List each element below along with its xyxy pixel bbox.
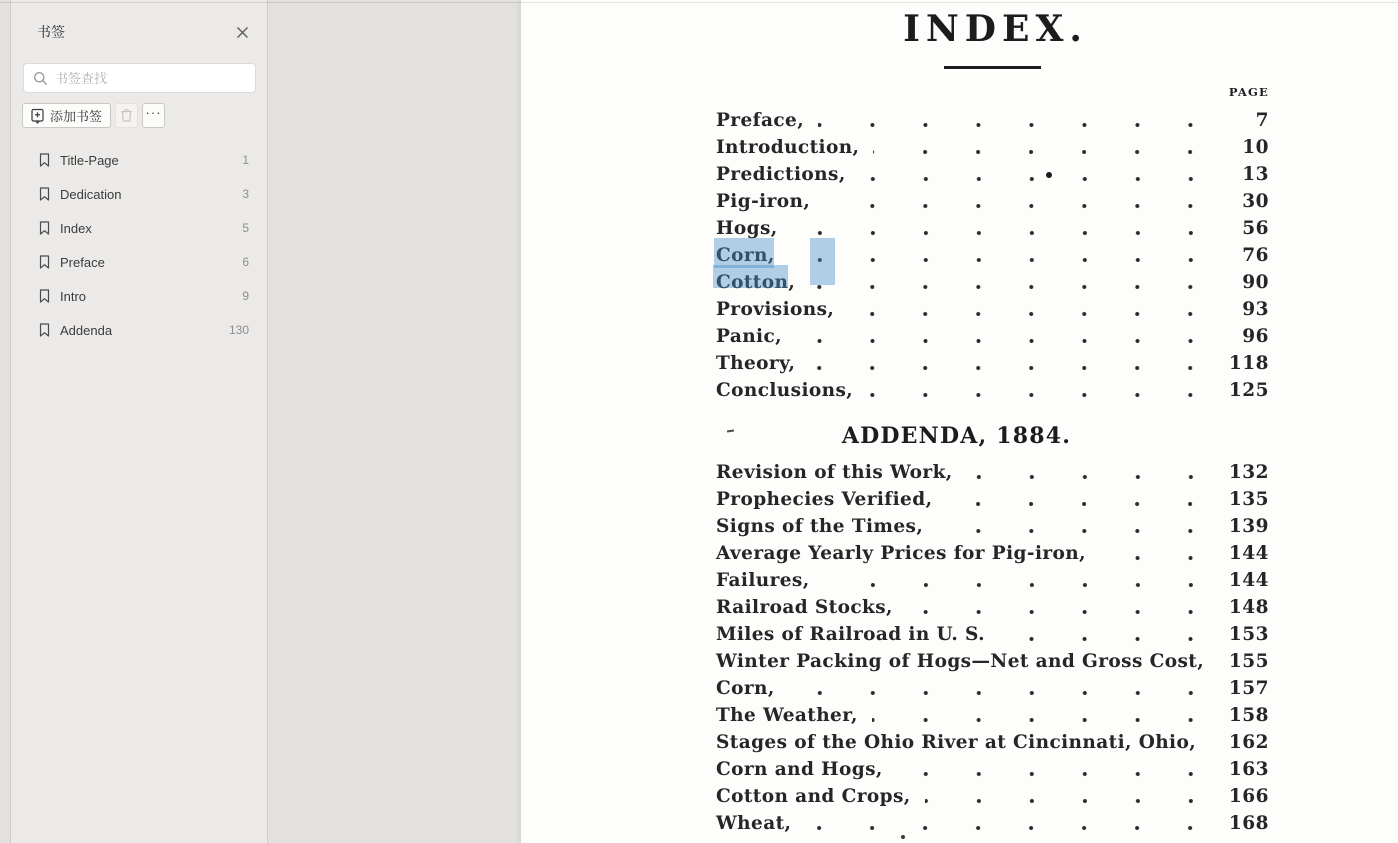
panel-header <box>11 0 267 42</box>
dot-leader <box>824 188 1219 215</box>
index-entry-page: 56 <box>1242 218 1269 239</box>
bookmark-item-page: 9 <box>242 289 249 303</box>
index-entry-label: Pig-iron, <box>716 191 811 212</box>
bookmark-item-label: Intro <box>60 288 87 304</box>
more-options-button[interactable] <box>142 103 165 128</box>
bookmark-toolbar <box>22 103 256 128</box>
dot-leader <box>873 134 1219 161</box>
dot-leader <box>792 215 1219 242</box>
bookmark-list <box>11 143 267 347</box>
addenda-entry-label: Corn and Hogs, <box>716 759 883 780</box>
dot-leader <box>860 161 1219 188</box>
bookmark-item-page: 3 <box>242 187 249 201</box>
bookmark-icon <box>37 322 52 338</box>
addenda-entry-row <box>716 648 1269 675</box>
addenda-entry-row <box>716 783 1269 810</box>
index-entries <box>716 107 1269 404</box>
addenda-entry-page: 148 <box>1228 597 1269 618</box>
dot-leader <box>809 269 1219 296</box>
more-options-label: ··· <box>145 105 162 120</box>
dot-leader <box>818 107 1219 134</box>
index-entry-page: 96 <box>1242 326 1269 347</box>
bookmark-item-label: Dedication <box>60 186 122 202</box>
addenda-entry-label: Prophecies Verified, <box>716 489 933 510</box>
index-entry-row <box>716 323 1269 350</box>
bookmark-icon <box>37 254 52 270</box>
addenda-entry-row <box>716 621 1269 648</box>
dot-leader <box>999 621 1219 648</box>
index-entry-row <box>716 242 1269 269</box>
index-entry-row <box>716 296 1269 323</box>
index-entry-label: Hogs, <box>716 218 778 239</box>
index-entry-page: 93 <box>1242 299 1269 320</box>
bookmark-item[interactable] <box>11 279 267 313</box>
bookmark-item-label: Index <box>60 220 92 236</box>
addenda-entry-page: 163 <box>1228 759 1269 780</box>
addenda-entry-row <box>716 675 1269 702</box>
bookmark-item[interactable] <box>11 211 267 245</box>
addenda-entry-row <box>716 594 1269 621</box>
bookmark-search[interactable] <box>23 63 256 93</box>
dot-leader <box>796 323 1219 350</box>
title-rule <box>944 66 1041 69</box>
index-entry-label: Corn, <box>716 245 775 266</box>
index-entry-page: 30 <box>1242 191 1269 212</box>
dot-leader <box>872 702 1219 729</box>
dot-leader <box>907 594 1219 621</box>
index-entry-row <box>716 350 1269 377</box>
dot-leader <box>789 242 1219 269</box>
addenda-entry-label: Cotton and Crops, <box>716 786 911 807</box>
bookmark-item[interactable] <box>11 245 267 279</box>
addenda-entry-label: The Weather, <box>716 705 858 726</box>
search-input[interactable] <box>55 71 246 86</box>
addenda-entry-row <box>716 702 1269 729</box>
window-top-edge <box>0 2 1398 3</box>
dot-leader <box>824 567 1219 594</box>
dot-leader <box>937 513 1219 540</box>
addenda-entry-row <box>716 486 1269 513</box>
addenda-entry-page: 135 <box>1228 489 1269 510</box>
bookmark-item-page: 6 <box>242 255 249 269</box>
addenda-entry-page: 155 <box>1228 651 1269 672</box>
add-bookmark-button[interactable] <box>22 103 111 128</box>
bookmark-item-page: 1 <box>242 153 249 167</box>
bookmark-item-label: Addenda <box>60 322 113 338</box>
bookmark-icon <box>37 152 52 168</box>
addenda-entries <box>716 459 1269 837</box>
dot-leader <box>946 486 1219 513</box>
dot-leader <box>967 459 1219 486</box>
ink-dot <box>1046 172 1052 178</box>
addenda-entry-label: Revision of this Work, <box>716 462 953 483</box>
index-entry-row <box>716 161 1269 188</box>
bookmark-icon <box>37 288 52 304</box>
bookmark-item-label: Title-Page <box>60 152 119 168</box>
addenda-entry-label: Stages of the Ohio River at Cincinnati, Ohio, <box>716 732 1197 753</box>
page-column-header: PAGE <box>1228 85 1269 99</box>
ink-dot <box>901 835 905 839</box>
bookmark-item[interactable] <box>11 313 267 347</box>
bookmark-item-label: Preface <box>60 254 105 270</box>
add-bookmark-label: 添加书签 <box>50 109 103 124</box>
close-panel-button[interactable] <box>234 24 251 41</box>
index-entry-page: 118 <box>1228 353 1269 374</box>
index-entry-label: Panic, <box>716 326 782 347</box>
addenda-entry-label: Winter Packing of Hogs—Net and Gross Cost, <box>716 651 1205 672</box>
addenda-entry-row <box>716 459 1269 486</box>
dot-leader <box>1100 540 1219 567</box>
close-icon <box>236 27 249 42</box>
addenda-entry-page: 144 <box>1228 543 1269 564</box>
addenda-entry-page: 158 <box>1228 705 1269 726</box>
addenda-entry-row <box>716 810 1269 837</box>
addenda-entry-row <box>716 729 1269 756</box>
index-entry-page: 7 <box>1255 110 1269 131</box>
panel-title: 书签 <box>37 24 65 40</box>
index-entry-label: Introduction, <box>716 137 860 158</box>
index-entry-label: Predictions, <box>716 164 846 185</box>
addenda-entry-page: 144 <box>1228 570 1269 591</box>
addenda-entry-label: Railroad Stocks, <box>716 597 893 618</box>
addenda-heading: ADDENDA, 1884. <box>841 423 1072 449</box>
addenda-entry-page: 162 <box>1228 732 1269 753</box>
index-entry-row <box>716 188 1269 215</box>
delete-bookmark-button[interactable] <box>115 103 138 128</box>
index-entry-row <box>716 269 1269 296</box>
addenda-entry-row <box>716 756 1269 783</box>
bookmark-item[interactable] <box>11 177 267 211</box>
dot-leader <box>789 675 1219 702</box>
search-icon <box>33 71 48 86</box>
index-entry-row <box>716 134 1269 161</box>
index-entry-label: Preface, <box>716 110 805 131</box>
bookmark-icon <box>37 220 52 236</box>
dot-leader <box>809 350 1219 377</box>
add-bookmark-icon <box>29 107 46 124</box>
index-entry-label: Conclusions, <box>716 380 854 401</box>
addenda-entry-page: 157 <box>1228 678 1269 699</box>
addenda-entry-page: 168 <box>1228 813 1269 834</box>
addenda-entry-row <box>716 513 1269 540</box>
bookmark-icon <box>37 186 52 202</box>
addenda-entry-label: Corn, <box>716 678 775 699</box>
addenda-entry-page: 166 <box>1228 786 1269 807</box>
dot-leader <box>867 377 1219 404</box>
addenda-entry-page: 153 <box>1228 624 1269 645</box>
bookmark-item[interactable] <box>11 143 267 177</box>
addenda-entry-label: Miles of Railroad in U. S. <box>716 624 985 645</box>
index-entry-label: Theory, <box>716 353 796 374</box>
addenda-entry-row <box>716 540 1269 567</box>
index-entry-row <box>716 215 1269 242</box>
dot-leader <box>805 810 1219 837</box>
document-page <box>521 0 1398 843</box>
page-content <box>716 0 1269 837</box>
index-entry-page: 10 <box>1242 137 1269 158</box>
dot-leader <box>848 296 1219 323</box>
addenda-entry-page: 132 <box>1228 462 1269 483</box>
index-entry-page: 90 <box>1242 272 1269 293</box>
addenda-entry-page: 139 <box>1228 516 1269 537</box>
addenda-entry-label: Wheat, <box>716 813 792 834</box>
trash-icon <box>119 108 134 123</box>
index-entry-row <box>716 377 1269 404</box>
bookmark-item-page: 5 <box>242 221 249 235</box>
page-title: INDEX. <box>903 8 1088 50</box>
dot-leader <box>1210 729 1219 756</box>
index-entry-label: Cotton, <box>716 272 796 293</box>
bookmarks-panel <box>10 0 268 843</box>
index-entry-page: 125 <box>1228 380 1269 401</box>
index-entry-page: 76 <box>1242 245 1269 266</box>
index-entry-label: Provisions, <box>716 299 835 320</box>
addenda-entry-label: Failures, <box>716 570 810 591</box>
addenda-entry-label: Average Yearly Prices for Pig-iron, <box>716 543 1086 564</box>
bookmark-item-page: 130 <box>228 323 249 337</box>
index-entry-page: 13 <box>1242 164 1269 185</box>
index-entry-row <box>716 107 1269 134</box>
addenda-entry-label: Signs of the Times, <box>716 516 924 537</box>
addenda-entry-row <box>716 567 1269 594</box>
dot-leader <box>897 756 1219 783</box>
dot-leader <box>925 783 1219 810</box>
dot-leader <box>1218 648 1219 675</box>
